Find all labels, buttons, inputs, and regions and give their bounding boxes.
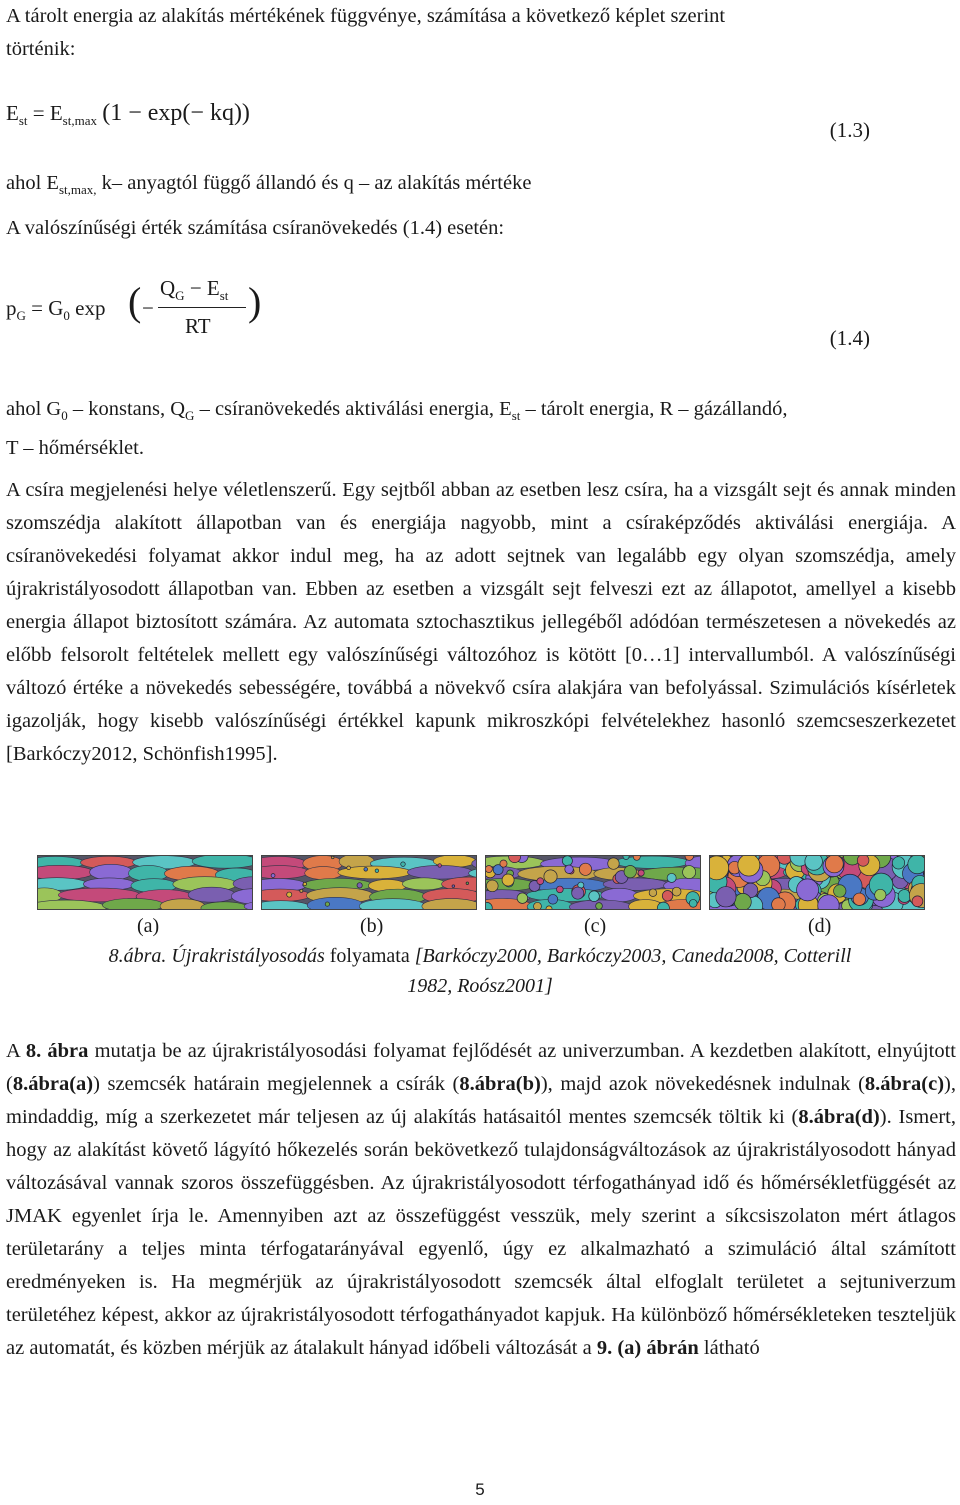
figure-caption: 8.ábra. Újrakristályosodás folyamata [Barkóczy2000, Barkóczy2003, Caneda2008, Cotterill 1982, Roósz2001] <box>108 945 852 997</box>
grain-map-a <box>38 856 252 909</box>
figure-label-c: (c) <box>584 915 607 937</box>
page-number: 5 <box>475 1480 485 1499</box>
equation-number-1-4: (1.4) <box>829 326 870 350</box>
paragraph-2: A 8. ábra mutatja be az újrakristályosodási folyamat fejlődését az univerzumban. A kezdetben alakított, elnyújtott (8.ábra(a)) szemcsék határain megjelennek a csírák (8.ábra(b)), majd azok növekedésnek indulnak (8.ábra(c)), mindaddig, míg a szerkezetet már teljesen az új alakítás hatásaitól mentes szemcsék töltik ki (8.ábra(d)). Ismert, hogy az alakítást követő lágyító hőkezelés során bekövetkező tulajdonságváltozások az újrakristályosodott hányad változásával vannak szoros összefüggésben. Az újrakristályosodott térfogathányad idő és hőmérsékletfüggését az JMAK egyenlet írja le. Amennyiben azt az összefüggést vesszük, mely szerint a síkcsiszolaton mért átlagos területarány a teljes minta térfogatarányával egyenlő, úgy ez alkalmazható a szimuláció által számított eredményeken is. Ha megmérjük az újrakristályosodott szemcsék által elfoglalt területet a sejtuniverzum területéhez képest, akkor az újrakristályosodott térfogathányadot kapjuk. Ha különböző hőmérsékleteken teszteljük az automatát, és közben mérjük az átalakult hányad időbeli változását a 9. (a) ábrán látható <box>6 1040 956 1359</box>
figure-image-a <box>37 855 253 910</box>
definition-line-1: ahol $E_{st,max,}$ k– anyagtól függő állandó és q – az alakítás mértéke <box>6 172 532 198</box>
grain-map-d <box>710 856 924 909</box>
paragraph-1: A csíra megjelenési helye véletlenszerű. Egy sejtből abban az esetben lesz csíra, ha a vizsgált sejt és annak minden szomszédja alakított állapotban van és energiája nagyobb, mint a csíraképződés aktiválási energiája. A csíranövekedési folyamat akkor indul meg, ha az adott sejtnek van legalább egy olyan szomszédja, amely újrakristályosodott állapotban van. Ebben az esetben a vizsgált sejt felveszi ezt az állapotot, amellyel a kisebb energia állapot biztosított számára. Az automata sztochasztikus jellegéből adódóan természetesen a növekedés az előbb felsorolt feltételek mellett egy valószínűségi változóhoz is kötött [0…1] intervallumból. A valószínűségi változó értéke a növekedés sebességére, továbbá a növekvő csíra alakjára van befolyással. Szimulációs kísérletek igazolják, hogy kisebb valószínűségi értékkel kapunk mikroszkópi felvételekhez hasonló szemcseszerkezetet [Barkóczy2012, Schönfish1995]. <box>6 479 956 765</box>
intro-line-2: történik: <box>6 38 76 60</box>
figure-label-a: (a) <box>137 915 160 937</box>
figure-label-b: (b) <box>360 915 384 937</box>
probability-intro: A valószínűségi érték számítása csíranövekedés (1.4) esetén: <box>6 217 505 239</box>
grain-map-b <box>262 856 476 909</box>
intro-line-1: A tárolt energia az alakítás mértékének függvénye, számítása a következő képlet szerint <box>6 5 726 27</box>
figure-image-d <box>709 855 925 910</box>
figure-image-b <box>261 855 477 910</box>
definition-line-2: ahol $G_0$ – konstans, $Q_G$ – csíranövekedés aktiválási energia, $E_{st}$ – tárolt energia, R – gázállandó, T – hőmérséklet. <box>6 398 788 460</box>
fraction-bar <box>158 307 246 308</box>
figure-label-d: (d) <box>808 915 832 937</box>
figure-image-c <box>485 855 701 910</box>
equation-number-1-3: (1.3) <box>829 118 870 142</box>
equation-1-3: $E_{st} = E_{st,max}$ (1 − exp(− kq)) <box>6 100 250 129</box>
grain-map-c <box>486 856 700 909</box>
intro-text <box>6 0 956 66</box>
